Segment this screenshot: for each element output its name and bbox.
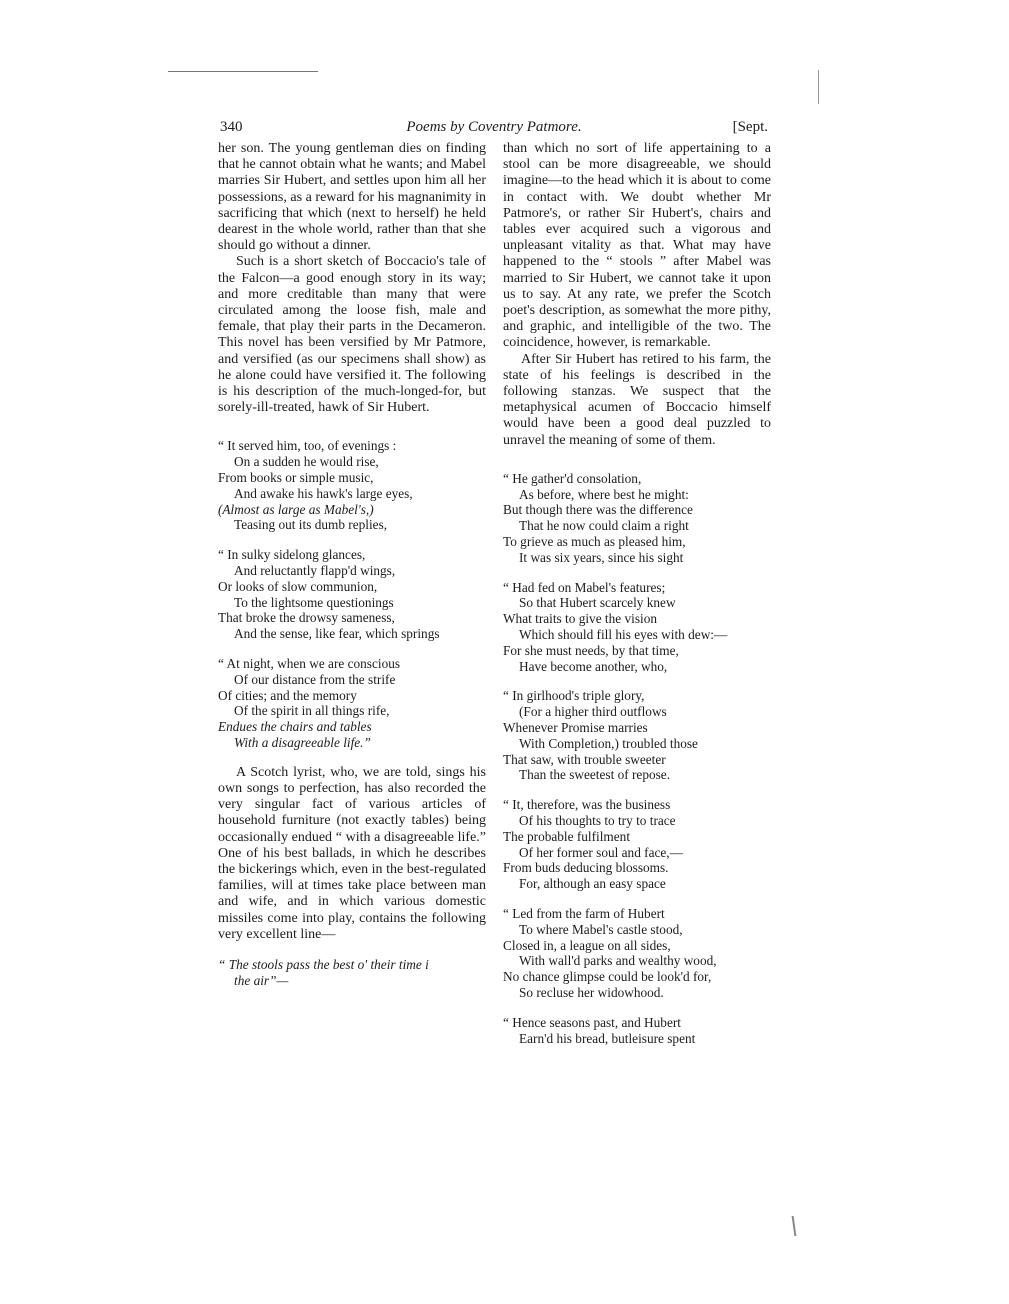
- verse-line: Endues the chairs and tables: [218, 719, 372, 735]
- verse-line: With wall'd parks and wealthy wood,: [519, 953, 717, 969]
- verse-line: Closed in, a league on all sides,: [503, 937, 671, 953]
- verse-line: Have become another, who,: [519, 658, 668, 674]
- verse-line: With Completion,) troubled those: [519, 735, 698, 751]
- verse-line: So that Hubert scarcely knew: [519, 595, 676, 611]
- verse-stanza: [503, 688, 771, 783]
- verse-line: Than the sweetest of repose.: [519, 767, 671, 783]
- right-column: [503, 141, 771, 1046]
- left-column: [218, 141, 486, 989]
- verse-line: That broke the drowsy sameness,: [218, 610, 395, 626]
- verse-line: And awake his hawk's large eyes,: [234, 485, 413, 501]
- verse-line: Teasing out its dumb replies,: [234, 517, 388, 533]
- verse-line: To grieve as much as pleased him,: [503, 534, 686, 550]
- verse-line: The probable fulfilment: [503, 828, 631, 844]
- verse-line: What traits to give the vision: [503, 611, 657, 627]
- verse-line: Of the spirit in all things rife,: [234, 703, 390, 719]
- verse-line: Earn'd his bread, butleisure spent: [519, 1030, 696, 1046]
- running-title: Poems by Coventry Patmore.: [406, 119, 582, 135]
- verse-line: Of cities; and the memory: [218, 687, 357, 703]
- quote-line: the air”—: [234, 972, 289, 988]
- verse-line: “ It, therefore, was the business: [503, 797, 671, 813]
- verse-stanza: [218, 656, 486, 751]
- verse-line: But though there was the difference: [503, 502, 693, 518]
- verse-stanza: [503, 471, 771, 566]
- verse-line: For she must needs, by that time,: [503, 642, 679, 658]
- verse-stanza: [503, 906, 771, 1001]
- verse-line: As before, where best he might:: [519, 486, 689, 502]
- verse-line: “ Hence seasons past, and Hubert: [503, 1014, 681, 1030]
- block-quote: [218, 957, 486, 989]
- running-header: [218, 119, 770, 141]
- verse-stanza: [503, 1015, 771, 1047]
- verse-line: And reluctantly flapp'd wings,: [234, 563, 396, 579]
- top-rule: [168, 71, 318, 72]
- paragraph: than which no sort of life appertaining to a stool can be more disagreeable, we should imagine—to the head which it is about to come in contact with. We doubt whether Mr Patmore's, or rather Sir Hubert's, chairs and tables ever acquired such a vigorous and unpleasant vitality as that. What may have happened to the “ stools ” after Mabel was married to Sir Hubert, we cannot take it upon us to say. At any rate, we prefer the Scotch poet's description, as somewhat the more pithy, and graphic, and intelligible of the two. The coincidence, however, is remarkable.: [503, 141, 771, 351]
- verse-line: Of her former soul and face,—: [519, 844, 683, 860]
- verse-line: “ Led from the farm of Hubert: [503, 905, 665, 921]
- paragraph: Such is a short sketch of Boccacio's tale of the Falcon—a good enough story in its way; and more creditable than many that were circulated among the loose fish, male and female, that play their parts in the Decameron. This novel has been versified by Mr Patmore, and versified (as our specimens shall show) as he alone could have versified it. The following is his description of the much-longed-for, but sorely-ill-treated, hawk of Sir Hubert.: [218, 254, 486, 416]
- verse-line: No chance glimpse could be look'd for,: [503, 969, 712, 985]
- verse-line: For, although an easy space: [519, 876, 666, 892]
- verse-line: (For a higher third outflows: [519, 704, 667, 720]
- paragraph: her son. The young gentleman dies on finding that he cannot obtain what he wants; and Mabel marries Sir Hubert, and settles upon him all her possessions, as a reward for his magnanimity in sacrificing that which (next to herself) he held dearest in the whole world, rather than that she should go without a dinner.: [218, 141, 486, 254]
- verse-line: That he now could claim a right: [519, 518, 689, 534]
- verse-stanza: [218, 438, 486, 533]
- margin-mark-bottom: [792, 1216, 797, 1236]
- verse-line: From books or simple music,: [218, 470, 374, 486]
- verse-line: “ At night, when we are conscious: [218, 656, 401, 672]
- verse-line: Which should fill his eyes with dew:—: [519, 627, 728, 643]
- verse-line: “ Had fed on Mabel's features;: [503, 579, 666, 595]
- verse-stanza: [218, 547, 486, 642]
- verse-line: So recluse her widowhood.: [519, 984, 664, 1000]
- paragraph: After Sir Hubert has retired to his farm, the state of his feelings is described in the following stanzas. We suspect that the metaphysical acumen of Boccacio himself would have been a good deal puzzled to unravel the meaning of some of them.: [503, 351, 771, 448]
- verse-stanza: [503, 797, 771, 892]
- verse-line: To the lightsome questionings: [234, 594, 394, 610]
- verse-line: “ It served him, too, of evenings :: [218, 438, 397, 454]
- margin-mark: [818, 70, 819, 104]
- verse-line: From buds deducing blossoms.: [503, 860, 669, 876]
- verse-line: “ In girlhood's triple glory,: [503, 688, 645, 704]
- verse-line: Or looks of slow communion,: [218, 578, 378, 594]
- verse-stanza: [503, 580, 771, 675]
- verse-line: And the sense, like fear, which springs: [234, 626, 440, 642]
- verse-line: That saw, with trouble sweeter: [503, 751, 666, 767]
- verse-line: On a sudden he would rise,: [234, 454, 379, 470]
- verse-line: “ In sulky sidelong glances,: [218, 547, 366, 563]
- verse-line: Whenever Promise marries: [503, 720, 648, 736]
- verse-line: Of our distance from the strife: [234, 671, 396, 687]
- verse-line: (Almost as large as Mabel's,): [218, 501, 374, 517]
- verse-line: It was six years, since his sight: [519, 549, 684, 565]
- page-number: 340: [220, 119, 243, 135]
- verse-line: “ He gather'd consolation,: [503, 470, 642, 486]
- quote-line: “ The stools pass the best o' their time i: [218, 957, 429, 973]
- month-mark: [Sept.: [732, 119, 768, 135]
- paragraph: A Scotch lyrist, who, we are told, sings his own songs to perfection, has also recorded the very singular fact of various articles of household furniture (not exactly tables) being occasionally endued “ with a disagreeable life.” One of his best ballads, in which he describes the bickerings which, even in the best-regulated families, will at times take place between man and wife, and in which various domestic missiles come into play, contains the following very excellent line—: [218, 764, 486, 942]
- verse-line: With a disagreeable life.”: [234, 735, 371, 750]
- verse-line: Of his thoughts to try to trace: [519, 813, 676, 828]
- verse-line: To where Mabel's castle stood,: [519, 921, 683, 937]
